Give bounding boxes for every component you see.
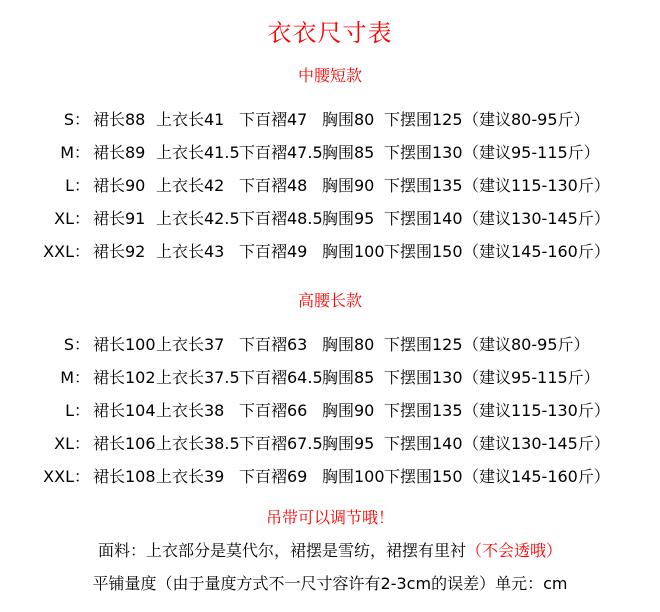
table-cell: M：: [60, 143, 90, 162]
table-cell: 下摆围135: [384, 176, 463, 195]
table-cell: L：: [65, 176, 90, 195]
table-cell: 胸围100: [322, 242, 385, 261]
table-cell: （建议130-145斤）: [463, 434, 610, 453]
table-cell: 下百褶47: [239, 110, 308, 129]
table-cell: 下摆围140: [384, 209, 463, 228]
table-cell: 裙长100: [93, 335, 156, 354]
table-cell: 上衣长39: [156, 467, 225, 486]
table-cell: 下摆围125: [384, 110, 463, 129]
table-row: [0, 102, 660, 135]
table-cell: 下百褶47.5: [239, 143, 323, 162]
table-cell: 下百褶49: [239, 242, 308, 261]
size-table-mid-waist-short: [0, 102, 660, 267]
table-cell: 胸围90: [322, 176, 375, 195]
table-cell: XL：: [54, 434, 90, 453]
table-cell: S：: [63, 110, 90, 129]
fabric-note: [0, 541, 660, 561]
table-cell: 下摆围150: [384, 467, 463, 486]
table-cell: 下百褶63: [239, 335, 308, 354]
table-cell: （建议80-95斤）: [463, 110, 590, 129]
table-cell: 下摆围125: [384, 335, 463, 354]
table-cell: 裙长106: [93, 434, 156, 453]
table-cell: 上衣长37: [156, 335, 225, 354]
table-cell: 裙长102: [93, 368, 156, 387]
table-cell: 上衣长41: [156, 110, 225, 129]
table-cell: 胸围90: [322, 401, 375, 420]
table-cell: 裙长88: [93, 110, 146, 129]
table-cell: 下摆围140: [384, 434, 463, 453]
table-row: [0, 360, 660, 393]
table-cell: 上衣长37.5: [156, 368, 240, 387]
table-cell: （建议95-115斤）: [463, 368, 600, 387]
table-row: [0, 201, 660, 234]
table-cell: 胸围85: [322, 368, 375, 387]
table-cell: S：: [63, 335, 90, 354]
section-mid-waist-short: [0, 66, 660, 267]
table-row: [0, 234, 660, 267]
table-cell: （建议145-160斤）: [463, 467, 610, 486]
table-cell: 胸围95: [322, 209, 375, 228]
table-cell: 胸围85: [322, 143, 375, 162]
measurement-note: 平铺量度（由于量度方式不一尺寸容许有2-3cm的误差）单元：cm: [92, 574, 568, 593]
table-cell: 下摆围130: [384, 143, 463, 162]
fabric-note-red-text: （不会透哦）: [466, 541, 563, 560]
table-cell: 裙长92: [93, 242, 146, 261]
table-cell: （建议115-130斤）: [463, 176, 610, 195]
table-cell: 下百褶69: [239, 467, 308, 486]
table-cell: 下百褶48.5: [239, 209, 323, 228]
table-cell: 下百褶67.5: [239, 434, 323, 453]
table-cell: 胸围100: [322, 467, 385, 486]
table-cell: 下百褶64.5: [239, 368, 323, 387]
table-cell: 胸围80: [322, 335, 375, 354]
section-high-waist-long: [0, 291, 660, 492]
table-cell: （建议115-130斤）: [463, 401, 610, 420]
table-cell: 下百褶48: [239, 176, 308, 195]
table-row: [0, 168, 660, 201]
strap-adjustable-note: 吊带可以调节哦！: [265, 508, 394, 527]
table-cell: 上衣长42.5: [156, 209, 240, 228]
table-cell: 胸围80: [322, 110, 375, 129]
table-row: [0, 426, 660, 459]
size-table-high-waist-long: [0, 327, 660, 492]
table-cell: 胸围95: [322, 434, 375, 453]
fabric-note-text: 面料：上衣部分是莫代尔，裙摆是雪纺，裙摆有里衬: [97, 541, 466, 560]
table-cell: 裙长108: [93, 467, 156, 486]
table-cell: （建议130-145斤）: [463, 209, 610, 228]
table-cell: 上衣长38.5: [156, 434, 240, 453]
table-cell: 上衣长42: [156, 176, 225, 195]
table-cell: 下摆围135: [384, 401, 463, 420]
table-cell: 裙长104: [93, 401, 156, 420]
table-cell: 下摆围150: [384, 242, 463, 261]
table-cell: 裙长89: [93, 143, 146, 162]
table-cell: 上衣长43: [156, 242, 225, 261]
table-cell: （建议95-115斤）: [463, 143, 600, 162]
page-title: 衣衣尺寸表: [267, 19, 393, 47]
table-cell: 裙长90: [93, 176, 146, 195]
section-header-high-waist-long: 高腰长款: [297, 291, 362, 310]
table-cell: 下摆围130: [384, 368, 463, 387]
table-cell: XXL：: [43, 242, 90, 261]
table-cell: 下百褶66: [239, 401, 308, 420]
table-cell: XXL：: [43, 467, 90, 486]
table-cell: 上衣长41.5: [156, 143, 240, 162]
table-cell: 裙长91: [93, 209, 146, 228]
table-cell: 上衣长38: [156, 401, 225, 420]
table-cell: （建议80-95斤）: [463, 335, 590, 354]
table-row: [0, 327, 660, 360]
table-cell: M：: [60, 368, 90, 387]
table-cell: （建议145-160斤）: [463, 242, 610, 261]
table-row: [0, 393, 660, 426]
section-header-mid-waist-short: 中腰短款: [297, 66, 362, 85]
table-cell: L：: [65, 401, 90, 420]
table-cell: XL：: [54, 209, 90, 228]
table-row: [0, 135, 660, 168]
table-row: [0, 459, 660, 492]
